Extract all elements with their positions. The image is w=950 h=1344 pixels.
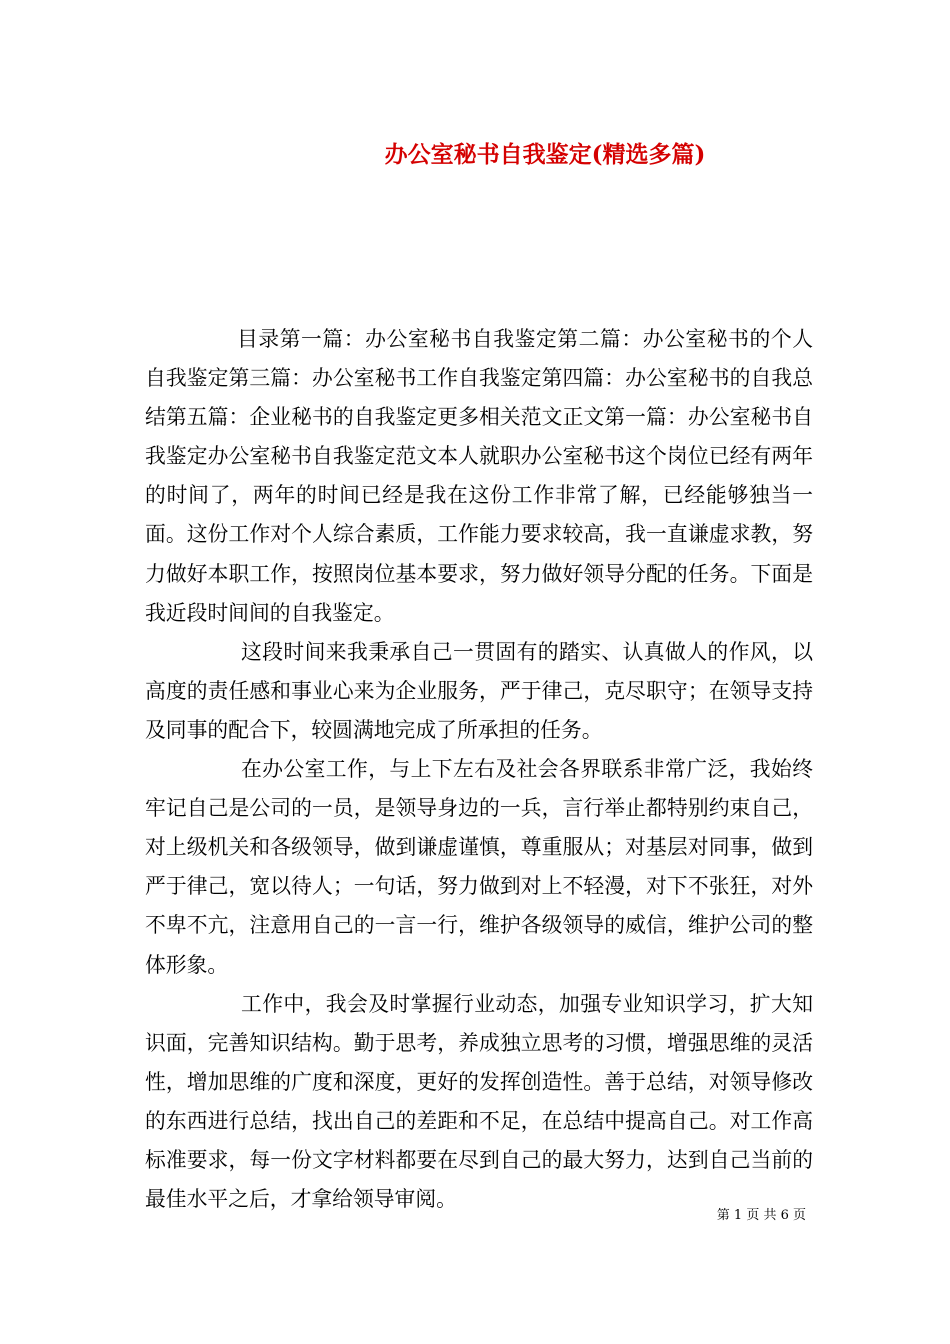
paragraph-3: 在办公室工作，与上下左右及社会各界联系非常广泛，我始终牢记自己是公司的一员，是领导身边的一兵，言行举止都特别约束自己，对上级机关和各级领导，做到谦虚谨慎，尊重服从；对基层对同事，做到严于律己，宽以待人；一句话，努力做到对上不轻漫，对下不张狂，对外不卑不亢，注意用自己的一言一行，维护各级领导的威信，维护公司的整体形象。 xyxy=(145,757,813,977)
page-number-footer: 第 1 页 共 6 页 xyxy=(716,1208,806,1223)
document-body xyxy=(145,320,813,1219)
paragraph-2: 这段时间来我秉承自己一贯固有的踏实、认真做人的作风，以高度的责任感和事业心来为企业服务，严于律己，克尽职守；在领导支持及同事的配合下，较圆满地完成了所承担的任务。 xyxy=(145,639,813,742)
paragraph-4: 工作中，我会及时掌握行业动态，加强专业知识学习，扩大知识面，完善知识结构。勤于思考，养成独立思考的习惯，增强思维的灵活性，增加思维的广度和深度，更好的发挥创造性。善于总结，对领导修改的东西进行总结，找出自己的差距和不足，在总结中提高自己。对工作高标准要求，每一份文字材料都要在尽到自己的最大努力，达到自己当前的最佳水平之后，才拿给领导审阅。 xyxy=(145,991,813,1212)
page-title: 办公室秘书自我鉴定(精选多篇) xyxy=(384,141,706,168)
paragraph-1: 目录第一篇：办公室秘书自我鉴定第二篇：办公室秘书的个人自我鉴定第三篇：办公室秘书工作自我鉴定第四篇：办公室秘书的自我总结第五篇：企业秘书的自我鉴定更多相关范文正文第一篇：办公室秘书自我鉴定办公室秘书自我鉴定范文本人就职办公室秘书这个岗位已经有两年的时间了，两年的时间已经是我在这份工作非常了解，已经能够独当一面。这份工作对个人综合素质，工作能力要求较高，我一直谦虚求教，努力做好本职工作，按照岗位基本要求，努力做好领导分配的任务。下面是我近段时间间的自我鉴定。 xyxy=(145,327,813,625)
